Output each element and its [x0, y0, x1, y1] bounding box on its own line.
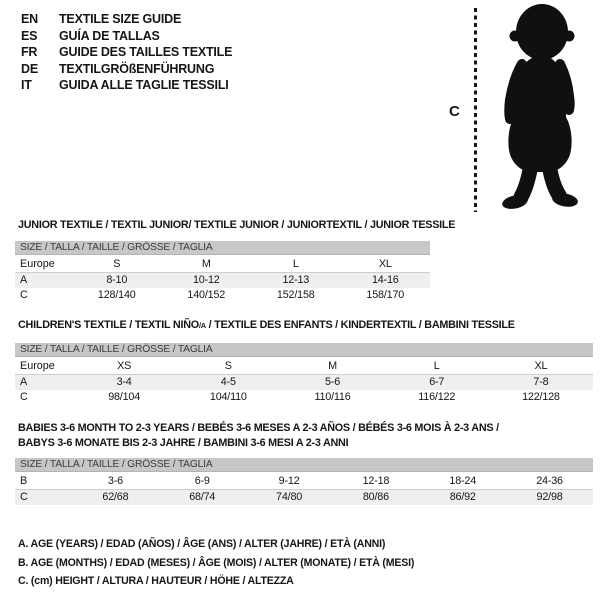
- language-title: GUÍA DE TALLAS: [59, 28, 160, 43]
- table-cell: L: [433, 360, 440, 372]
- language-list: [21, 11, 232, 94]
- table-cell: 6-7: [429, 376, 445, 388]
- table-cell: 3-4: [116, 376, 132, 388]
- size-table: [15, 257, 430, 303]
- row-label: C: [20, 391, 28, 403]
- section-children-textile: [15, 318, 593, 405]
- language-title: TEXTILE SIZE GUIDE: [59, 12, 182, 26]
- table-cell: 80/86: [362, 491, 389, 503]
- table-cell: 12-18: [362, 475, 390, 487]
- language-code: ES: [21, 28, 38, 43]
- section-junior-textile: [15, 218, 456, 303]
- size-table: [15, 474, 593, 505]
- language-row: [21, 28, 232, 45]
- table-cell: 86/92: [449, 491, 476, 503]
- section-title-line: [18, 436, 593, 451]
- table-row: [15, 474, 593, 490]
- section-title-line: [18, 218, 456, 233]
- table-cell: M: [328, 360, 337, 372]
- language-code: EN: [21, 12, 38, 26]
- row-label: C: [20, 491, 28, 503]
- row-label: C: [20, 289, 28, 301]
- table-cell: 98/104: [108, 391, 141, 403]
- table-cell: 12-13: [282, 274, 310, 286]
- table-cell: 14-16: [371, 274, 399, 286]
- table-cell: 128/140: [97, 289, 136, 301]
- language-code: IT: [21, 78, 32, 92]
- table-cell: 110/116: [314, 391, 351, 403]
- table-cell: 4-5: [220, 376, 236, 388]
- title-segment: BABYS 3-6 MONATE BIS 2-3 JAHRE / BAMBINI 3-6 MESI A 2-3 ANNI: [18, 437, 349, 449]
- table-cell: 18-24: [449, 475, 477, 487]
- table-cell: 116/122: [418, 391, 456, 403]
- table-row: [15, 257, 430, 273]
- section-title-line: [18, 421, 593, 436]
- table-cell: L: [292, 258, 299, 270]
- title-segment: /A: [198, 321, 206, 330]
- language-row: [21, 11, 232, 28]
- language-code: DE: [21, 61, 38, 76]
- row-label: Europe: [20, 258, 55, 270]
- size-header-bar: SIZE / TALLA / TAILLE / GRÖSSE / TAGLIA: [15, 241, 430, 255]
- row-label: A: [20, 376, 28, 388]
- section-title: [18, 218, 456, 233]
- table-cell: 62/68: [102, 491, 129, 503]
- title-segment: / TEXTILE DES ENFANTS / KINDERTEXTIL / BAMBINI TESSILE: [205, 319, 515, 331]
- table-cell: 10-12: [192, 274, 220, 286]
- language-code: FR: [21, 45, 38, 59]
- size-table: [15, 359, 593, 405]
- table-row: [15, 490, 593, 505]
- table-cell: 74/80: [276, 491, 303, 503]
- table-row: [15, 273, 430, 288]
- row-label: B: [20, 475, 28, 487]
- table-row: [15, 288, 430, 303]
- table-cell: 8-10: [106, 274, 128, 286]
- table-cell: 24-36: [536, 475, 563, 487]
- table-cell: S: [113, 258, 121, 270]
- table-cell: 7-8: [533, 376, 549, 388]
- row-label: Europe: [20, 360, 55, 372]
- title-segment: CHILDREN'S TEXTILE / TEXTIL NIÑO: [18, 319, 199, 331]
- table-row: [15, 375, 593, 390]
- table-cell: 3-6: [107, 475, 123, 487]
- language-row: [21, 61, 232, 78]
- section-title-line: [18, 318, 593, 333]
- title-segment: BABIES 3-6 MONTH TO 2-3 YEARS / BEBÉS 3-6 MESES A 2-3 AÑOS / BÉBÉS 3-6 MOIS À 2-3 ANS /: [18, 422, 499, 434]
- table-cell: XL: [534, 360, 548, 372]
- language-row: [21, 44, 232, 61]
- language-title: GUIDE DES TAILLES TEXTILE: [59, 45, 233, 59]
- table-row: [15, 359, 593, 375]
- table-cell: S: [224, 360, 232, 372]
- table-cell: 6-9: [194, 475, 210, 487]
- table-cell: XS: [117, 360, 132, 372]
- language-title: GUIDA ALLE TAGLIE TESSILI: [59, 78, 229, 92]
- table-cell: 9-12: [278, 475, 300, 487]
- table-cell: XL: [378, 258, 392, 270]
- footnote-list: [18, 535, 414, 591]
- section-title: [18, 318, 593, 333]
- table-cell: 92/98: [536, 491, 563, 503]
- height-measure-label: C: [449, 103, 460, 120]
- table-row: [15, 390, 593, 405]
- table-cell: 5-6: [325, 376, 341, 388]
- table-cell: 158/170: [366, 289, 405, 301]
- table-cell: M: [201, 258, 211, 270]
- section-babies-textile: [15, 421, 593, 505]
- footnote-line: C. (cm) HEIGHT / ALTURA / HAUTEUR / HÖHE / ALTEZZA: [18, 575, 294, 587]
- size-header-bar: SIZE / TALLA / TAILLE / GRÖSSE / TAGLIA: [15, 458, 593, 472]
- toddler-silhouette-icon: [486, 2, 594, 212]
- table-cell: 122/128: [522, 391, 560, 403]
- footnote-line: A. AGE (YEARS) / EDAD (AÑOS) / ÂGE (ANS) / ALTER (JAHRE) / ETÀ (ANNI): [18, 538, 386, 550]
- footnote-line: B. AGE (MONTHS) / EDAD (MESES) / ÂGE (MOIS) / ALTER (MONATE) / ETÀ (MESI): [18, 556, 415, 569]
- language-row: [21, 77, 232, 94]
- title-segment: JUNIOR TEXTILE / TEXTIL JUNIOR/ TEXTILE JUNIOR / JUNIORTEXTIL / JUNIOR TESSILE: [18, 219, 456, 231]
- height-measure-dashed-line: [474, 8, 477, 212]
- table-cell: 152/158: [276, 289, 315, 301]
- language-title: TEXTILGRÖßENFÜHRUNG: [59, 61, 215, 76]
- table-cell: 140/152: [187, 289, 226, 301]
- size-header-bar: SIZE / TALLA / TAILLE / GRÖSSE / TAGLIA: [15, 343, 593, 357]
- table-cell: 104/110: [209, 391, 247, 403]
- section-title: [18, 421, 593, 451]
- row-label: A: [20, 274, 28, 286]
- table-cell: 68/74: [189, 491, 216, 503]
